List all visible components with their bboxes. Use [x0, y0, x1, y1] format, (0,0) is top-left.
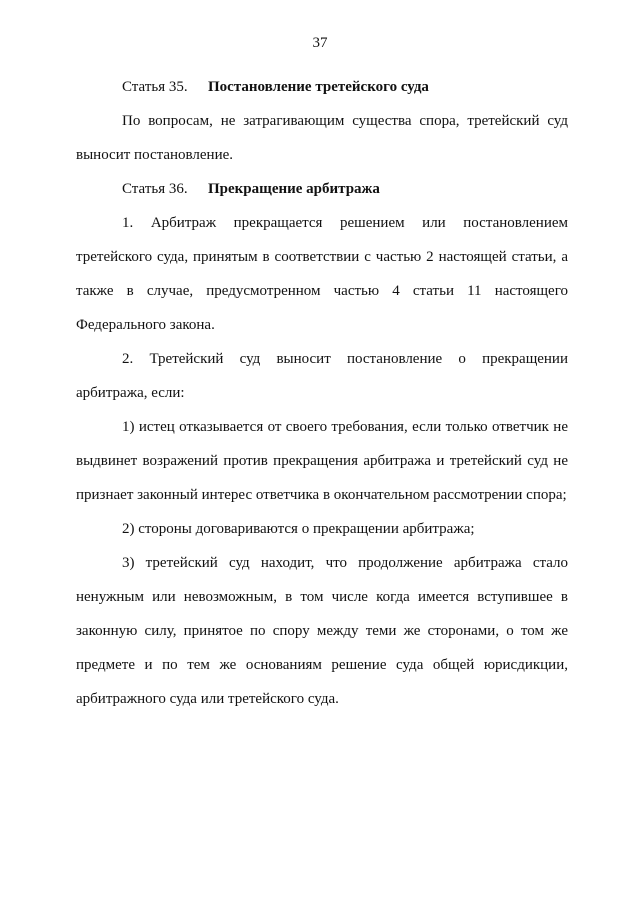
article-35-heading	[76, 70, 568, 104]
article-36-item-3: 3) третейский суд находит, что продолжение арбитража стало ненужным или невозможным, в том числе когда имеется вступившее в законную силу, принятое по спору между теми же сторонами, о том же предмете и по тем же основаниям решение суда общей юрисдикции, арбитражного суда или третейского суда.	[76, 555, 568, 707]
article-36-paragraph-1: 1. Арбитраж прекращается решением или постановлением третейского суда, принятым в соответствии с частью 2 настоящей статьи, а также в случае, предусмотренном частью 4 статьи 11 настоящего Федерального закона.	[76, 215, 568, 333]
article-35-number: Статья 35.	[122, 79, 188, 95]
article-36-heading	[76, 172, 568, 206]
article-35-title: Постановление третейского суда	[208, 79, 429, 95]
article-36-item-1: 1) истец отказывается от своего требования, если только ответчик не выдвинет возражений против прекращения арбитража и третейский суд не признает законный интерес ответчика в окончательном рассмотрении спора;	[76, 419, 568, 503]
article-36-item-2: 2) стороны договариваются о прекращении арбитража;	[122, 521, 475, 537]
article-35-paragraph-1: По вопросам, не затрагивающим существа спора, третейский суд выносит постановление.	[76, 113, 568, 163]
article-36-number: Статья 36.	[122, 181, 188, 197]
page-number: 37	[312, 35, 328, 51]
article-36-paragraph-2: 2. Третейский суд выносит постановление о прекращении арбитража, если:	[76, 351, 568, 401]
document-body	[76, 70, 568, 716]
article-36-title: Прекращение арбитража	[208, 181, 380, 197]
